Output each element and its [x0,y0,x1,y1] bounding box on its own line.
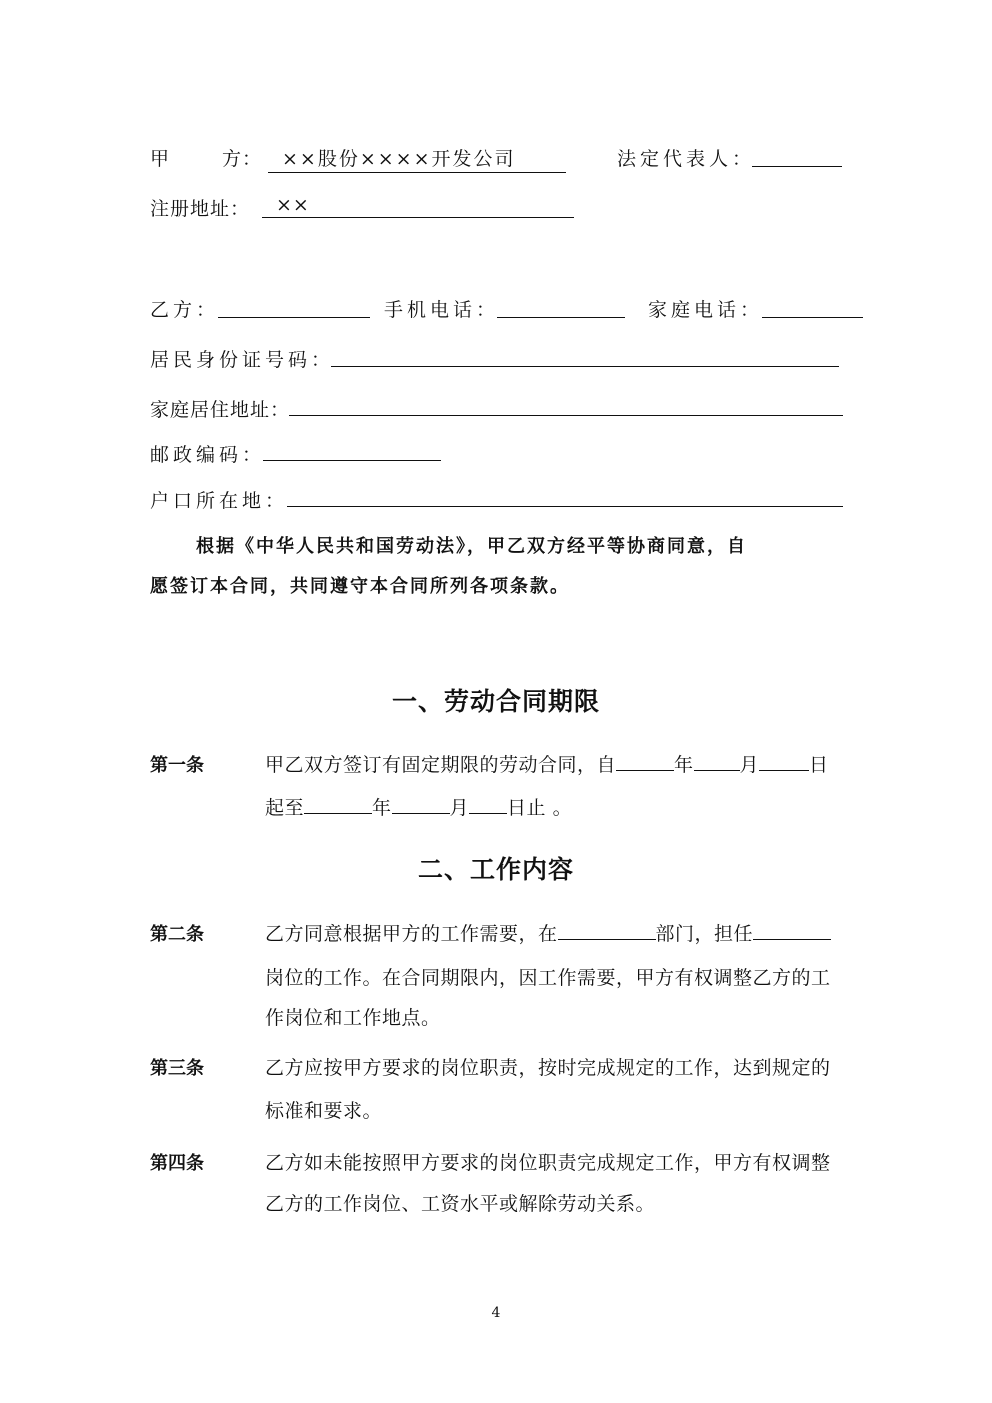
postcode-label: 邮政编码： [150,444,266,466]
article-2-text-a: 乙方同意根据甲方的工作需要，在 [265,923,558,945]
start-day-unit: 日 [809,754,829,776]
legal-rep-label: 法定代表人： [617,148,756,170]
article-2-line-2: 岗位的工作。在合同期限内，因工作需要，甲方有权调整乙方的工 [265,967,831,989]
preamble-line-1: 根据《中华人民共和国劳动法》，甲乙双方经平等协商同意，自 [196,536,747,557]
article-2-line-1 [265,919,845,946]
article-1-line-2 [265,793,845,820]
end-year-blank [304,795,372,814]
hukou-blank [287,506,843,507]
article-2-label: 第二条 [150,924,204,945]
end-date-suffix: 日止 。 [507,797,573,819]
article-3-label: 第三条 [150,1058,204,1079]
position-blank [753,921,831,940]
start-year-unit: 年 [674,754,694,776]
postcode-blank [263,460,441,461]
home-address-blank [289,415,843,416]
party-b-label: 乙方： [150,299,220,321]
start-month-unit: 月 [739,754,760,776]
mobile-label: 手机电话： [384,299,500,321]
start-month-blank [694,752,740,771]
article-1-label: 第一条 [150,755,204,776]
legal-rep-blank [752,166,842,167]
party-a-label-1: 甲 [150,148,171,170]
department-blank [558,921,656,940]
article-3-line-1: 乙方应按甲方要求的岗位职责，按时完成规定的工作，达到规定的 [265,1057,831,1079]
article-4-line-1: 乙方如未能按照甲方要求的岗位职责完成规定工作，甲方有权调整 [265,1152,831,1174]
article-2-line-3: 作岗位和工作地点。 [265,1007,441,1029]
home-address-label: 家庭居住地址： [150,399,291,421]
end-day-blank [469,795,507,814]
end-year-unit: 年 [372,797,392,819]
id-number-blank [331,366,839,367]
article-2-text-b: 部门，担任 [655,923,754,945]
article-1-line-1 [265,750,845,777]
start-day-blank [759,752,809,771]
home-phone-blank [762,317,863,318]
registered-address-value: ×× [262,194,574,218]
mobile-blank [497,317,625,318]
party-a-company: ××股份××××开发公司 [268,144,566,173]
preamble-line-2: 愿签订本合同，共同遵守本合同所列各项条款。 [150,576,570,597]
party-b-name-blank [218,317,370,318]
end-month-unit: 月 [449,797,470,819]
page-number: 4 [491,1305,501,1321]
end-date-prefix: 起至 [265,797,305,819]
home-phone-label: 家庭电话： [648,299,764,321]
article-1-text: 甲乙双方签订有固定期限的劳动合同，自 [265,754,617,776]
section-title-1: 一、劳动合同期限 [391,687,600,716]
start-year-blank [616,752,674,771]
article-4-line-2: 乙方的工作岗位、工资水平或解除劳动关系。 [265,1193,656,1215]
end-month-blank [392,795,450,814]
party-a-label-2: 方： [222,148,263,170]
section-title-2: 二、工作内容 [417,855,574,884]
id-number-label: 居民身份证号码： [150,349,335,371]
article-3-line-2: 标准和要求。 [265,1100,383,1122]
registered-address-label: 注册地址： [150,198,251,220]
article-4-label: 第四条 [150,1153,204,1174]
hukou-label: 户口所在地： [150,490,289,512]
